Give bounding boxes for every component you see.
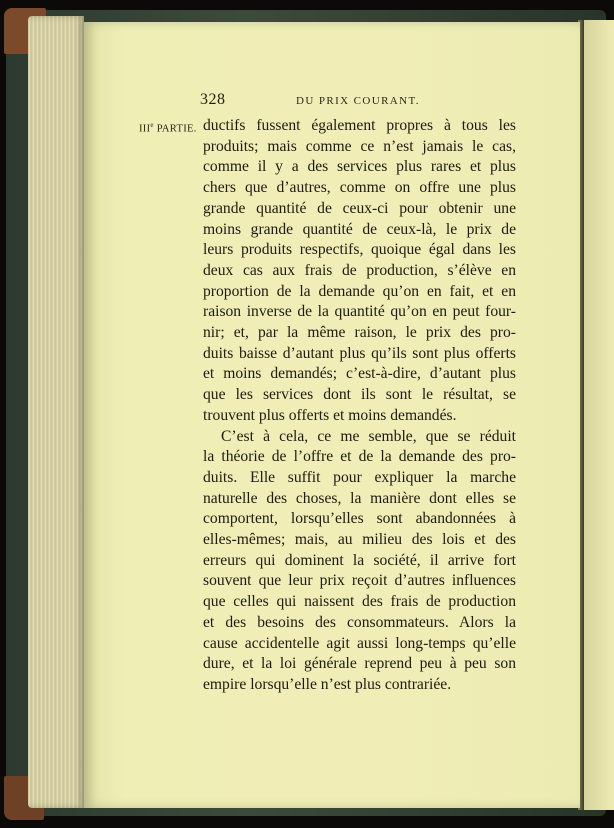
page-block-edges <box>28 16 84 808</box>
text-line: nir; et, par la même raison, le prix des pro- <box>203 324 516 342</box>
text-line: empire lorsqu’elle n’est plus contrariée. <box>203 675 452 693</box>
margin-part-label <box>139 121 197 135</box>
text-line: proportion de la demande qu’on en fait, et en <box>203 282 516 300</box>
text-line: naturelle des choses, la manière dont elles se <box>203 489 516 507</box>
text-line: la théorie de l’offre et de la demande des pro- <box>203 448 516 466</box>
body-text <box>203 116 516 696</box>
part-word: PARTIE. <box>156 123 197 135</box>
running-title: DU PRIX COURANT. <box>296 95 420 107</box>
text-line: que les services dont ils sont le résultat, se <box>203 386 516 404</box>
part-suffix: e <box>150 121 154 129</box>
text-line: que celles qui naissent des frais de production <box>203 593 516 611</box>
text-line: chers que d’autres, comme on offre une plus <box>203 179 516 197</box>
text-line: souvent que leur prix reçoit d’autres influences <box>203 572 516 590</box>
text-line: duits. Elle suffit pour expliquer la marche <box>203 468 516 486</box>
text-line: deux cas aux frais de production, s’élève en <box>203 261 516 279</box>
text-line: duits baisse d’autant plus qu’ils sont plus offerts <box>203 344 516 362</box>
text-line: et moins demandés; c’est-à-dire, d’autant plus <box>203 365 516 383</box>
text-line: comme il y a des services plus rares et plus <box>203 158 516 176</box>
text-line: elles-mêmes; mais, au milieu des lois et des <box>203 531 516 549</box>
text-line: erreurs qui dominent la société, il arrive fort <box>203 551 516 569</box>
part-numeral: III <box>139 123 151 135</box>
text-line: dure, et la loi générale reprend peu à peu son <box>203 655 516 673</box>
text-line: raison inverse de la quantité qu’on en peut four- <box>203 303 516 321</box>
text-line: produits; mais comme ce n’est jamais le cas, <box>203 137 516 155</box>
text-line: trouvent plus offerts et moins demandés. <box>203 406 457 424</box>
text-line: leurs produits respectifs, quoique égal dans les <box>203 241 516 259</box>
text-line: moins grande quantité de ceux-là, le prix de <box>203 220 516 238</box>
facing-page-edge <box>584 20 614 810</box>
text-line: cause accidentelle agit aussi long-temps qu’elle <box>203 634 516 652</box>
text-line: et des besoins des consommateurs. Alors la <box>203 613 516 631</box>
text-line: C’est à cela, ce me semble, que se réduit <box>221 427 516 445</box>
text-line: ductifs fussent également propres à tous les <box>203 117 516 134</box>
page-number: 328 <box>200 91 226 108</box>
text-line: comportent, lorsqu’elles sont abandonnées à <box>203 510 516 528</box>
text-line: grande quantité de ceux-ci pour obtenir une <box>203 199 516 217</box>
